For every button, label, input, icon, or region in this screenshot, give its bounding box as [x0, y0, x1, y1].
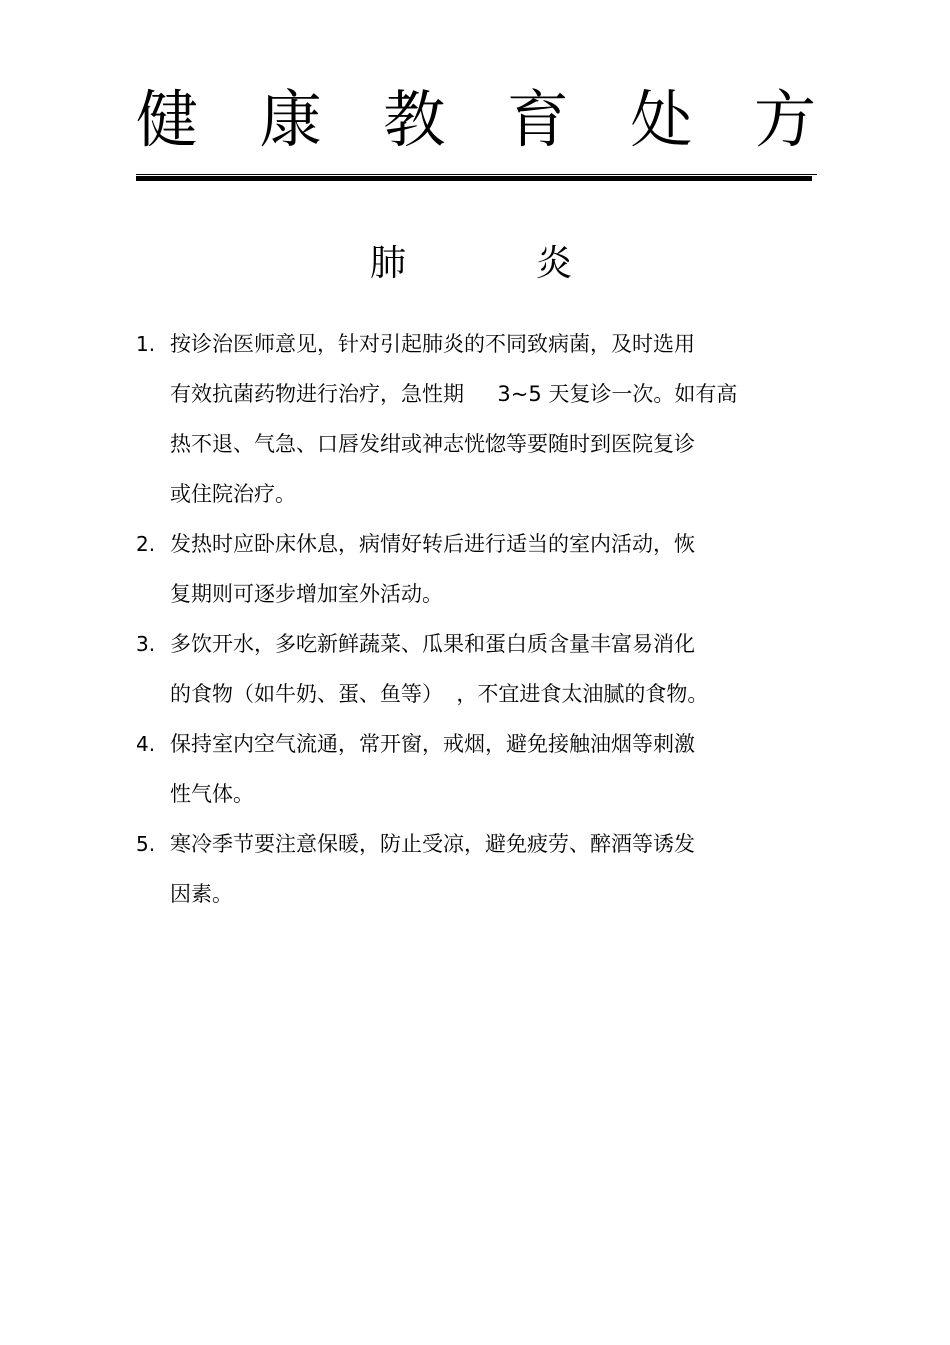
title-divider-thick [136, 176, 812, 181]
list-item-line: 有效抗菌药物进行治疗，急性期 3~5 天复诊一次。如有高 [170, 382, 738, 406]
list-item-line: 热不退、气急、口唇发绀或神志恍惚等要随时到医院复诊 [170, 432, 695, 456]
list-item-number: 5. [136, 832, 156, 856]
title-char: 育 [506, 83, 569, 156]
title-char: 健 [136, 83, 199, 156]
list-item-line: 或住院治疗。 [170, 482, 296, 506]
subtitle [370, 242, 572, 286]
list-item-line: 多饮开水，多吃新鲜蔬菜、瓜果和蛋白质含量丰富易消化 [170, 632, 695, 656]
subtitle-char: 炎 [535, 243, 572, 284]
title-char: 处 [630, 83, 693, 156]
list-item-line: 寒冷季节要注意保暖，防止受凉，避免疲劳、醉酒等诱发 [170, 832, 695, 856]
list-item-number: 2. [136, 532, 156, 556]
page-title [136, 80, 816, 160]
list-item-line: 发热时应卧床休息，病情好转后进行适当的室内活动，恢 [170, 532, 695, 556]
list-item-line: 保持室内空气流通，常开窗，戒烟，避免接触油烟等刺激 [170, 732, 695, 756]
list-item-line: 的食物（如牛奶、蛋、鱼等） ，不宜进食太油腻的食物。 [170, 682, 709, 706]
title-char: 教 [383, 83, 446, 156]
title-char: 方 [753, 83, 816, 156]
list-item-number: 4. [136, 732, 156, 756]
list-item-line: 按诊治医师意见，针对引起肺炎的不同致病菌，及时选用 [170, 332, 695, 356]
title-char: 康 [259, 83, 322, 156]
title-divider-thin [136, 174, 817, 175]
subtitle-char: 肺 [370, 243, 407, 284]
list-item-number: 3. [136, 632, 156, 656]
list-item-line: 因素。 [170, 882, 233, 906]
list-item-line: 复期则可逐步增加室外活动。 [170, 582, 443, 606]
list-item-number: 1. [136, 332, 156, 356]
list-item-line: 性气体。 [170, 782, 254, 806]
